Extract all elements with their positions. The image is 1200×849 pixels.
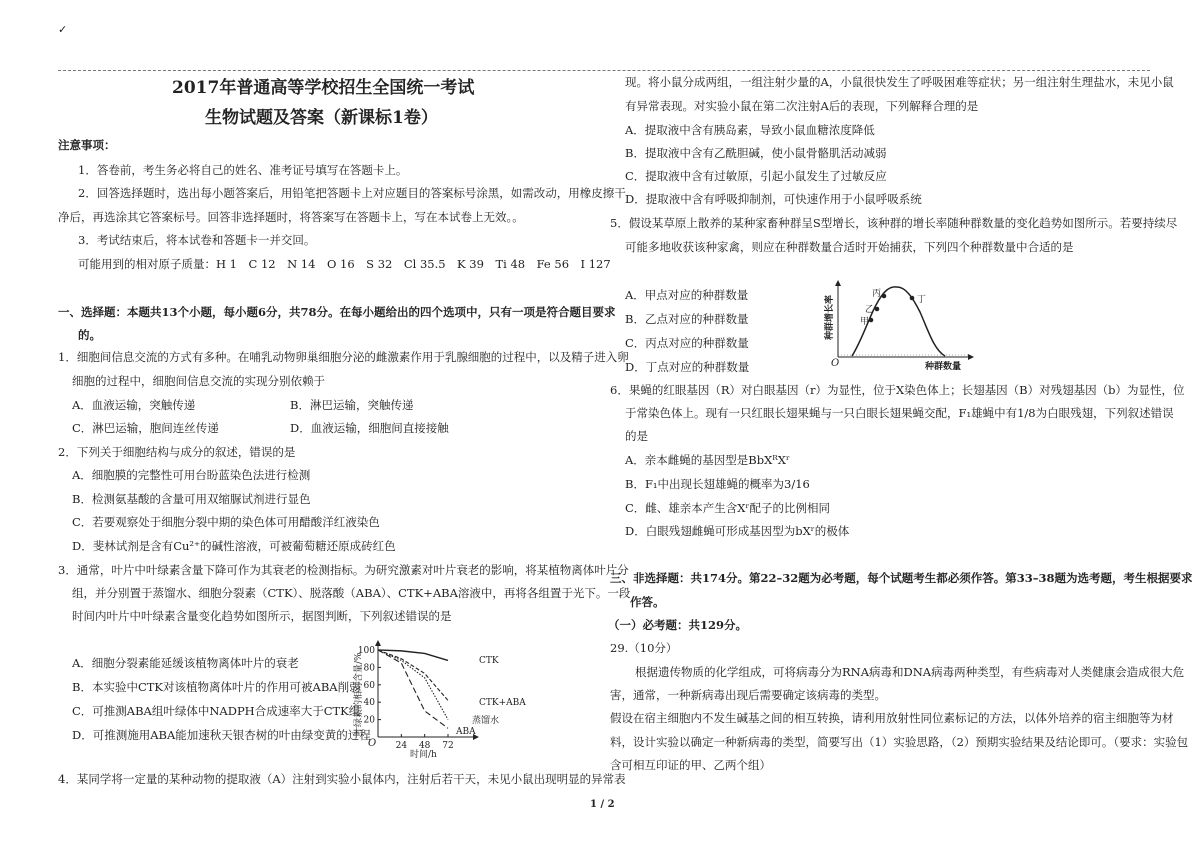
page-subtitle: 生物试题及答案（新课标1卷） bbox=[205, 108, 438, 128]
section-heading: 三、非选择题：共174分。第22–32题为必考题，每个试题考生都必须作答。第33–38题为选考题，考生根据要求 bbox=[610, 571, 1193, 585]
header-divider bbox=[58, 70, 1150, 71]
question-stem: 细胞的过程中，细胞间信息交流的实现分别依赖于 bbox=[72, 374, 325, 388]
question-stem: 1．细胞间信息交流的方式有多种。在哺乳动物卵巢细胞分泌的雌激素作用于乳腺细胞的过程中，以及精子进入卵 bbox=[58, 350, 629, 364]
legend-label: ABA bbox=[456, 727, 476, 737]
option: D．白眼残翅雌蝇可形成基因型为bXʳ的极体 bbox=[625, 524, 850, 538]
atomic-masses: 可能用到的相对原子质量：H 1 C 12 N 14 O 16 S 32 Cl 35.5 K 39 Ti 48 Fe 56 I 127 bbox=[78, 257, 611, 271]
option: B．F₁中出现长翅雄蝇的概率为3/16 bbox=[625, 477, 810, 491]
question-stem: 的是 bbox=[625, 429, 648, 443]
x-tick-label: 24 bbox=[395, 741, 408, 751]
notice-item: 3．考试结束后，将本试卷和答题卡一并交回。 bbox=[78, 233, 316, 247]
subsection-heading: （一）必考题：共129分。 bbox=[608, 618, 748, 632]
y-tick-label: 80 bbox=[363, 663, 375, 674]
checkmark: ✓ bbox=[58, 23, 68, 36]
option: B．本实验中CTK对该植物离体叶片的作用可被ABA削弱 bbox=[72, 680, 361, 694]
x-tick-label: 72 bbox=[442, 741, 454, 751]
y-axis-label: 叶绿素的相对含量/% bbox=[354, 652, 364, 736]
chlorophyll-chart bbox=[352, 641, 526, 760]
population-growth-chart bbox=[823, 281, 973, 372]
question-text: 根据遗传物质的化学组成，可将病毒分为RNA病毒和DNA病毒两种类型，有些病毒对人类健康会造成很大危 bbox=[635, 665, 1185, 679]
point-label: 丁 bbox=[917, 295, 927, 305]
option: C．提取液中含有过敏原，引起小鼠发生了过敏反应 bbox=[625, 169, 887, 183]
y-tick-label: 100 bbox=[357, 646, 375, 656]
question-stem: 有异常表现。对实验小鼠在第二次注射A后的表现，下列解释合理的是 bbox=[625, 99, 979, 113]
option: C．淋巴运输，胞间连丝传递 bbox=[72, 421, 219, 435]
option: C．丙点对应的种群数量 bbox=[625, 336, 749, 350]
question-stem: 现。将小鼠分成两组，一组注射少量的A，小鼠很快发生了呼吸困难等症状；另一组注射生理盐水，未见小鼠 bbox=[625, 75, 1174, 89]
question-stem: 5．假设某草原上散养的某种家畜种群呈S型增长，该种群的增长率随种群数量的变化趋势如图所示。若要持续尽 bbox=[610, 216, 1178, 230]
notice-heading: 注意事项： bbox=[58, 138, 116, 152]
point-bing bbox=[882, 294, 887, 299]
question-stem: 可能多地收获该种家禽，则应在种群数量合适时开始捕获，下列四个种群数量中合适的是 bbox=[625, 240, 1074, 254]
question-stem: 组，并分别置于蒸馏水、细胞分裂素（CTK）、脱落酸（ABA）、CTK+ABA溶液中，再将各组置于光下。一段 bbox=[72, 586, 631, 600]
question-stem: 4．某同学将一定量的某种动物的提取液（A）注射到实验小鼠体内，注射后若干天，未见小鼠出现明显的异常表 bbox=[58, 772, 626, 786]
page-title: 2017年普通高等学校招生全国统一考试 bbox=[172, 78, 475, 98]
question-number: 29.（10分） bbox=[610, 641, 678, 655]
growth-curve bbox=[852, 287, 945, 356]
question-text: 料，设计实验以确定一种新病毒的类型，简要写出（1）实验思路，（2）预期实验结果及结论即可。（要求：实验包 bbox=[610, 735, 1189, 749]
point-label: 乙 bbox=[865, 305, 875, 315]
point-label: 甲 bbox=[860, 317, 870, 327]
option: B．检测氨基酸的含量可用双缩脲试剂进行显色 bbox=[72, 492, 311, 506]
section-heading-cont: 作答。 bbox=[630, 595, 665, 609]
y-tick-label: 40 bbox=[363, 698, 375, 709]
y-tick-label: 60 bbox=[363, 680, 375, 691]
option: D．血液运输，细胞间直接接触 bbox=[290, 421, 449, 435]
question-text: 害，通常，一种新病毒出现后需要确定该病毒的类型。 bbox=[610, 688, 886, 702]
option: A．细胞膜的完整性可用台盼蓝染色法进行检测 bbox=[72, 468, 311, 482]
option: D．提取液中含有呼吸抑制剂，可快速作用于小鼠呼吸系统 bbox=[625, 192, 922, 206]
page-number: 1 / 2 bbox=[590, 799, 615, 810]
legend-label: CTK bbox=[479, 656, 499, 666]
option: C．可推测ABA组叶绿体中NADPH合成速率大于CTK组 bbox=[72, 704, 361, 718]
point-yi bbox=[875, 307, 880, 312]
section-heading-cont: 的。 bbox=[78, 328, 101, 342]
option: B．乙点对应的种群数量 bbox=[625, 312, 749, 326]
y-axis-label: 种群增长率 bbox=[825, 294, 835, 340]
option: D．丁点对应的种群数量 bbox=[625, 360, 750, 374]
option: A．提取液中含有胰岛素，导致小鼠血糖浓度降低 bbox=[625, 123, 875, 137]
x-axis-label: 种群数量 bbox=[925, 362, 962, 372]
question-stem: 于常染色体上。现有一只红眼长翅果蝇与一只白眼长翅果蝇交配，F₁雄蝇中有1/8为白眼残翅，下列叙述错误 bbox=[625, 406, 1174, 420]
question-stem: 2．下列关于细胞结构与成分的叙述，错误的是 bbox=[58, 445, 296, 459]
x-tick-label: 48 bbox=[418, 741, 431, 751]
question-text: 假设在宿主细胞内不发生碱基之间的相互转换，请利用放射性同位素标记的方法，以体外培养的宿主细胞等为材 bbox=[610, 711, 1174, 725]
option: D．斐林试剂是含有Cu²⁺的碱性溶液，可被葡萄糖还原成砖红色 bbox=[72, 539, 396, 553]
series-line-ABA bbox=[378, 650, 448, 728]
option: A．血液运输，突触传递 bbox=[72, 398, 196, 412]
origin-label: O bbox=[368, 738, 377, 749]
origin-label: O bbox=[831, 358, 840, 369]
option: C．雌、雄亲本产生含Xʳ配子的比例相同 bbox=[625, 501, 830, 515]
option: B．淋巴运输，突触传递 bbox=[290, 398, 414, 412]
question-stem: 3．通常，叶片中叶绿素含量下降可作为其衰老的检测指标。为研究激素对叶片衰老的影响，将某植物离体叶片分 bbox=[58, 563, 629, 577]
option: A．亲本雌蝇的基因型是BbXᴿXʳ bbox=[625, 453, 790, 467]
series-line-CTK bbox=[378, 650, 448, 660]
option: B．提取液中含有乙酰胆碱，使小鼠骨骼肌活动减弱 bbox=[625, 146, 887, 160]
point-ding bbox=[910, 296, 915, 301]
question-stem: 时间内叶片中叶绿素含量变化趋势如图所示，据图判断，下列叙述错误的是 bbox=[72, 609, 452, 623]
option: A．甲点对应的种群数量 bbox=[625, 288, 749, 302]
series-line-蒸馏水 bbox=[378, 650, 448, 720]
point-label: 丙 bbox=[872, 289, 882, 299]
legend-label: CTK+ABA bbox=[479, 698, 526, 708]
question-stem: 6．果蝇的红眼基因（R）对白眼基因（r）为显性，位于X染色体上；长翅基因（B）对残翅基因（b）为显性，位 bbox=[610, 383, 1185, 397]
option: D．可推测施用ABA能加速秋天银杏树的叶由绿变黄的过程 bbox=[72, 728, 371, 742]
section-heading: 一、选择题：本题共13个小题，每小题6分，共78分。在每小题给出的四个选项中，只有一项是符合题目要求 bbox=[58, 305, 616, 319]
y-tick-label: 20 bbox=[363, 715, 375, 726]
notice-item: 2．回答选择题时，选出每小题答案后，用铅笔把答题卡上对应题目的答案标号涂黑，如需改动，用橡皮擦干 bbox=[78, 186, 626, 200]
series-line-CTK+ABA bbox=[378, 650, 448, 700]
question-text: 含可相互印证的甲、乙两个组） bbox=[610, 758, 771, 772]
notice-item: 净后，再选涂其它答案标号。回答非选择题时，将答案写在答题卡上，写在本试卷上无效。。 bbox=[58, 210, 524, 224]
option: A．细胞分裂素能延缓该植物离体叶片的衰老 bbox=[72, 656, 299, 670]
notice-item: 1．答卷前，考生务必将自己的姓名、准考证号填写在答题卡上。 bbox=[78, 163, 408, 177]
point-jia bbox=[869, 318, 874, 323]
option: C．若要观察处于细胞分裂中期的染色体可用醋酸洋红液染色 bbox=[72, 515, 380, 529]
legend-label: 蒸馏水 bbox=[472, 716, 500, 726]
x-axis-label: 时间/h bbox=[410, 750, 437, 760]
